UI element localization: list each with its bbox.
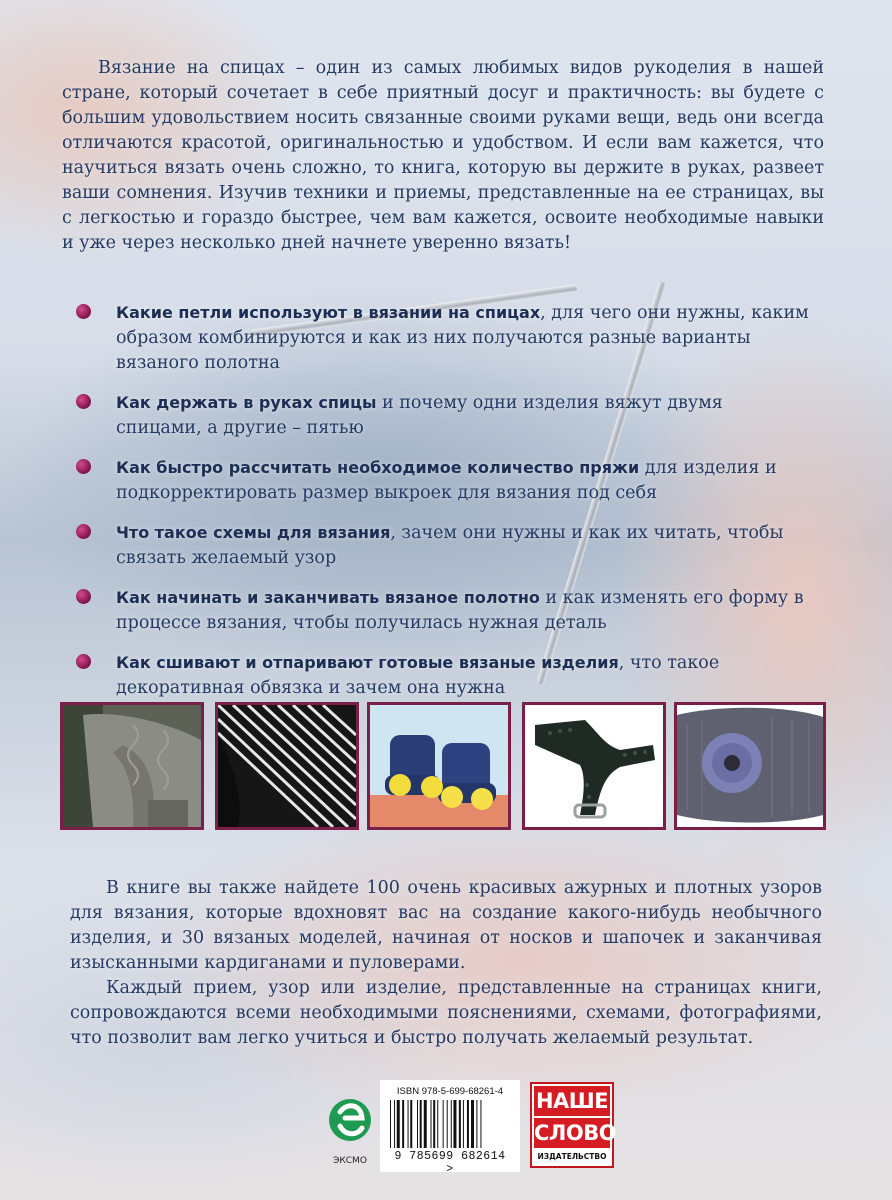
list-item: [72, 300, 812, 376]
list-item: [72, 455, 812, 506]
list-item: [72, 650, 812, 701]
eksmo-logo-icon: [327, 1094, 373, 1150]
bullet-dot-icon: [76, 304, 91, 319]
publisher-name-line-2: СЛОВО: [534, 1118, 610, 1148]
publisher-caption: ИЗДАТЕЛЬСТВО: [537, 1152, 607, 1161]
feature-list: [72, 300, 812, 715]
list-item-bold: Как сшивают и отпаривают готовые вязаные изделия: [116, 653, 619, 672]
list-item-bold: Как держать в руках спицы: [116, 393, 377, 412]
intro-text: [62, 56, 824, 256]
list-item-bold: Как быстро рассчитать необходимое количество пряжи: [116, 458, 640, 477]
eksmo-logo: [322, 1094, 378, 1170]
list-item: [72, 520, 812, 571]
barcode: [380, 1080, 520, 1176]
intro-paragraph: Вязание на спицах – один из самых любимых видов рукоделия в нашей стране, который сочетает в себе приятный досуг и практичность: вы будете с большим удовольствием носить связанные своими руками вещи, ведь они всегда отличаются красотой, оригинальностью и удобством. И если вам кажется, что научиться вязать очень сложно, то книга, которую вы держите в руках, развеет ваши сомнения. Изучив техники и приемы, представленные на ее страницах, вы с легкостью и гораздо быстрее, чем вам кажется, освоите необходимые навыки и уже через несколько дней начнете уверенно вязать!: [62, 58, 824, 253]
photo-striped-shawl: [215, 702, 359, 830]
bullet-dot-icon: [76, 654, 91, 669]
eksmo-label: ЭКСМО: [333, 1156, 367, 1166]
barcode-number: 9 785699 682614 >: [394, 1150, 506, 1176]
bullet-dot-icon: [76, 589, 91, 604]
bullet-dot-icon: [76, 524, 91, 539]
publisher-name-line-1: НАШЕ: [534, 1086, 610, 1116]
list-item-text: для изделия и подкорректировать размер выкроек для вязания под себя: [116, 458, 777, 503]
photo-baby-booties: [367, 702, 511, 830]
list-item-text: и как изменять его форму в процессе вязания, чтобы получилась нужная деталь: [116, 588, 804, 633]
list-item-bold: Как начинать и заканчивать вязаное полотно: [116, 588, 540, 607]
list-item: [72, 390, 812, 441]
cover-footer: [0, 1080, 892, 1190]
barcode-bars-icon: [388, 1100, 512, 1148]
photo-lace-scarf: [522, 702, 666, 830]
list-item-text: , что такое декоративная обвязка и зачем она нужна: [116, 653, 720, 698]
outro-paragraph: Каждый прием, узор или изделие, представленные на страницах книги, сопровождаются всеми необходимыми пояснениями, схемами, фотографиями, что позволит вам легко учиться и быстро получать желаемый результат.: [70, 978, 822, 1048]
publisher-logo: [530, 1082, 617, 1168]
photo-headband-flower: [674, 702, 826, 830]
isbn-text: ISBN 978-5-699-68261-4: [396, 1086, 504, 1097]
list-item-text: и почему одни изделия вяжут двумя спицами, а другие – пятью: [116, 393, 723, 438]
list-item-bold: Что такое схемы для вязания: [116, 523, 391, 542]
photo-strip: [60, 702, 830, 832]
bullet-dot-icon: [76, 459, 91, 474]
photo-sweater-sleeve: [60, 702, 204, 830]
bullet-dot-icon: [76, 394, 91, 409]
list-item-text: , зачем они нужны и как их читать, чтобы связать желаемый узор: [116, 523, 784, 568]
outro-text: [70, 876, 822, 1051]
list-item: [72, 585, 812, 636]
list-item-text: , для чего они нужны, каким образом комбинируются и как из них получаются разные варианты вязаного полотна: [116, 303, 809, 373]
list-item-bold: Какие петли используют в вязании на спицах: [116, 303, 541, 322]
outro-paragraph: В книге вы также найдете 100 очень красивых ажурных и плотных узоров для вязания, которые вдохновят вас на создание какого-нибудь необычного изделия, и 30 вязаных моделей, начиная от носков и шапочек и заканчивая изысканными кардиганами и пуловерами.: [70, 878, 822, 973]
